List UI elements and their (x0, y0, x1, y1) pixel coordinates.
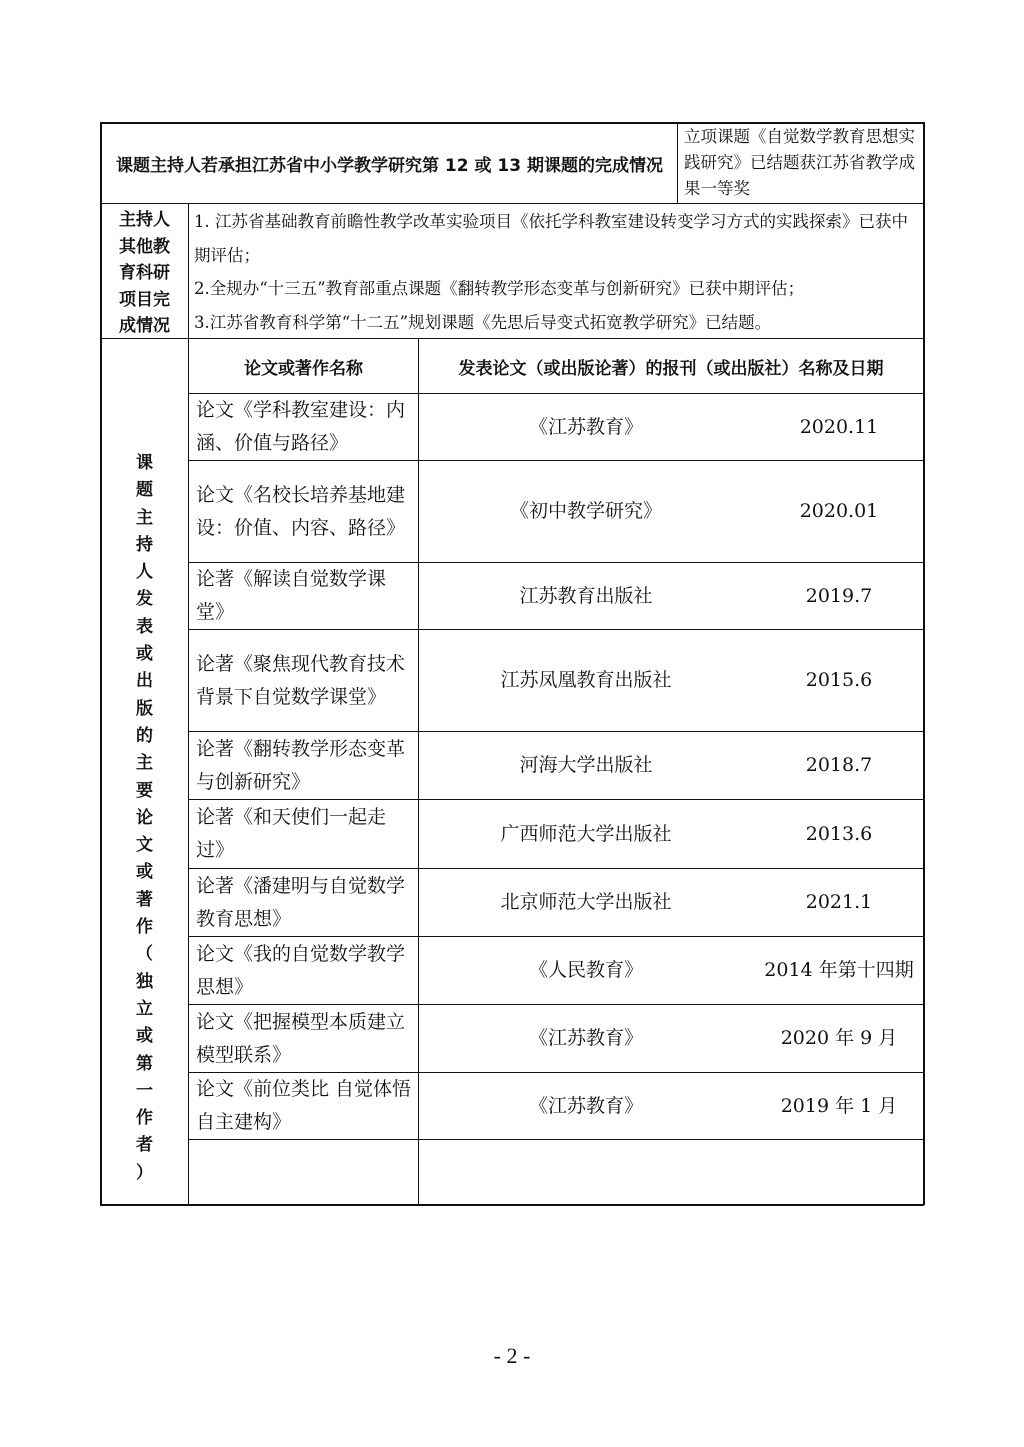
publisher-cell: 《江苏教育》 (528, 1027, 643, 1049)
date-cell: 2018.7 (805, 754, 873, 776)
header-label: 课题主持人若承担江苏省中小学教学研究第 12 或 13 期课题的完成情况 (116, 156, 663, 176)
date-cell: 2021.1 (805, 891, 873, 913)
other-projects-list (194, 205, 921, 339)
list-item: 2.全规办“十三五”教育部重点课题《翻转教学形态变革与创新研究》已获中期评估； (194, 279, 805, 298)
publisher-cell: 北京师范大学出版社 (500, 891, 672, 913)
publisher-cell: 江苏凤凰教育出版社 (500, 669, 672, 691)
row-divider (100, 203, 924, 204)
publisher-cell: 广西师范大学出版社 (500, 822, 672, 845)
table-row: 论著《和天使们一起走过》 (196, 806, 387, 861)
table-row: 论著《解读自觉数学课堂》 (196, 568, 387, 623)
row-divider (188, 1139, 924, 1140)
publisher-cell: 《人民教育》 (528, 959, 643, 981)
publisher-cell: 河海大学出版社 (519, 754, 653, 776)
table-border-bottom (100, 1204, 924, 1206)
table-row: 论文《我的自觉数学教学思想》 (196, 942, 406, 998)
table-row: 论文《学科教室建设：内涵、价值与路径》 (196, 399, 406, 454)
date-cell: 2020.01 (799, 500, 879, 522)
table-row: 论文《把握模型本质建立模型联系》 (196, 1010, 406, 1066)
publisher-cell: 《初中教学研究》 (509, 500, 662, 522)
date-cell: 2015.6 (805, 669, 873, 691)
table-row: 论文《名校长培养基地建设：价值、内容、路径》 (196, 483, 406, 539)
page-number: - 2 - (493, 1343, 531, 1368)
list-item: 3.江苏省教育科学第“十二五”规划课题《先思后导变式拓宽教学研究》已结题。 (194, 312, 772, 332)
col-divider (677, 122, 678, 204)
table-row: 论著《聚焦现代教育技术背景下自觉数学课堂》 (196, 652, 406, 708)
date-cell: 2013.6 (805, 822, 873, 845)
other-projects-label: 主持人 其他教 育科研 项目完 成情况 (119, 210, 170, 336)
table-row: 论著《潘建明与自觉数学教育思想》 (196, 874, 406, 930)
table-row: 论文《前位类比 自觉体悟 自主建构》 (196, 1078, 412, 1133)
publications-side-label: 课 题 主 持 人 发 表 或 出 版 的 主 要 论 文 或 著 作 （ 独 立 或 第 一 作 者 ） (136, 453, 153, 1183)
table-row: 论著《翻转教学形态变革与创新研究》 (196, 737, 406, 793)
col-header-title: 论文或著作名称 (244, 358, 363, 379)
table-border-right (923, 122, 925, 1205)
publisher-cell: 《江苏教育》 (528, 415, 643, 438)
date-cell: 2014 年第十四期 (764, 959, 914, 981)
date-cell: 2019.7 (805, 584, 873, 607)
date-cell: 2020.11 (799, 415, 879, 438)
col-header-publisher: 发表论文（或出版论著）的报刊（或出版社）名称及日期 (458, 358, 884, 379)
list-item: 1. 江苏省基础教育前瞻性教学改革实验项目《依托学科教室建设转变学习方式的实践探索》已获中期评估； (194, 212, 908, 265)
publisher-cell: 江苏教育出版社 (519, 584, 653, 607)
date-cell: 2019 年 1 月 (780, 1094, 898, 1117)
publisher-cell: 《江苏教育》 (528, 1094, 643, 1117)
date-cell: 2020 年 9 月 (780, 1027, 898, 1049)
header-value: 立项课题《自觉数学教育思想实践研究》已结题获江苏省教学成果一等奖 (684, 127, 915, 198)
